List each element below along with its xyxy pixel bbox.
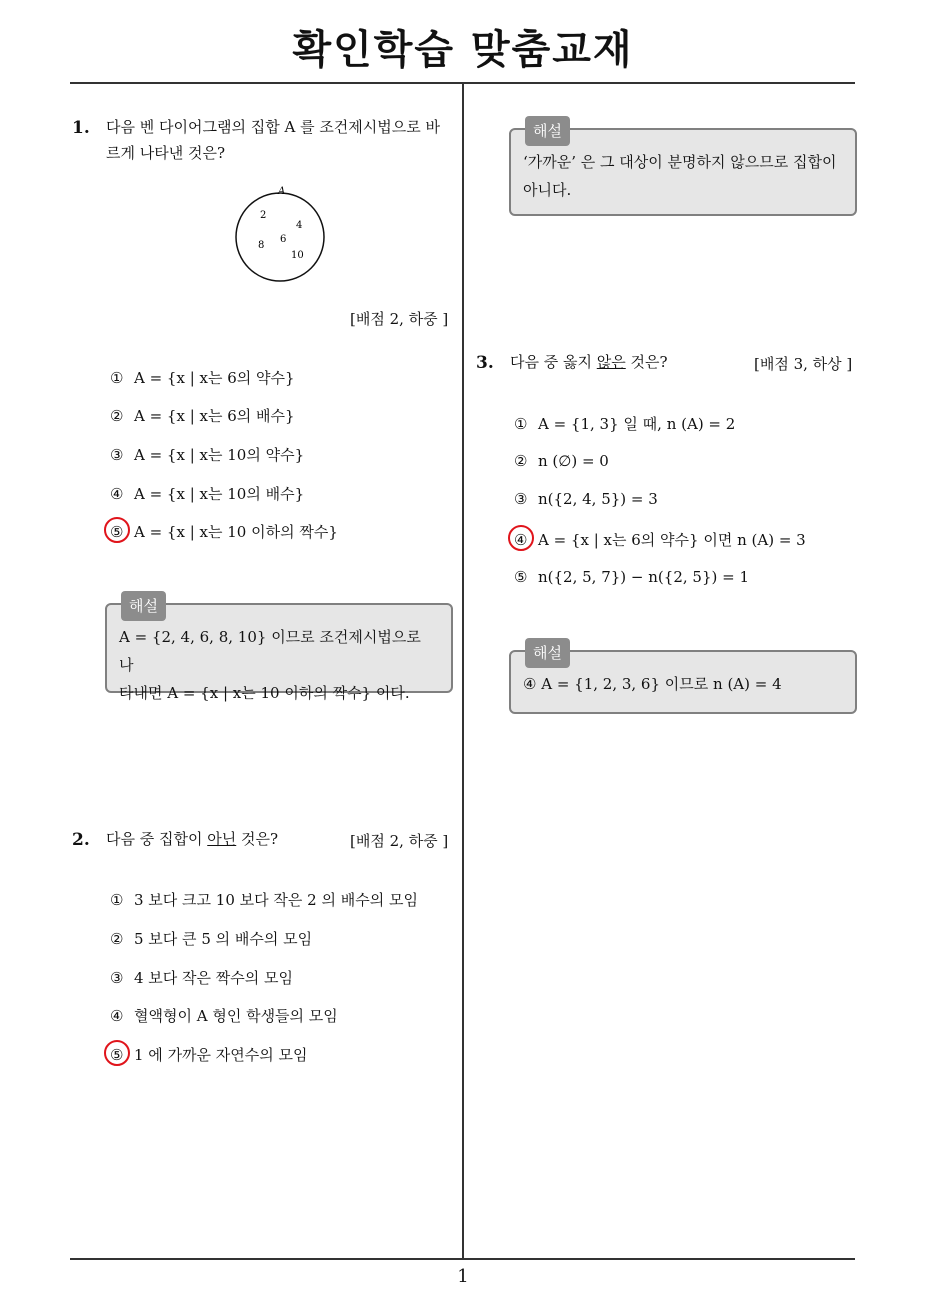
q3-number: 3. (476, 353, 494, 373)
choice-text: n (∅) = 0 (538, 452, 609, 470)
choice-text: A = {x | x는 6의 배수} (134, 407, 295, 425)
q1-number: 1. (72, 118, 90, 138)
q3-text-before: 다음 중 옳지 (510, 353, 597, 371)
choice-text: A = {x | x는 6의 약수} 이면 n (A) = 3 (538, 531, 806, 549)
column-divider (462, 84, 464, 1258)
venn-element: 8 (258, 240, 265, 251)
choice-text: n({2, 4, 5}) = 3 (538, 490, 658, 508)
choice-text: 1 에 가까운 자연수의 모임 (134, 1046, 308, 1064)
q1-choice-5[interactable] (110, 521, 338, 542)
answer-circle-mark (104, 517, 130, 543)
choice-text: A = {x | x는 10의 약수} (134, 446, 305, 464)
q2-text (106, 826, 278, 852)
choice-mark: ⑤ (110, 1046, 124, 1064)
explanation-line2: 아니다. (523, 181, 572, 199)
venn-element: 2 (260, 210, 267, 221)
explanation-label: 해설 (525, 638, 570, 668)
q3-choice-4[interactable] (514, 529, 806, 550)
q3-text (510, 349, 668, 375)
q3-choice-3[interactable] (514, 490, 658, 508)
explanation-line1: A = {2, 4, 6, 8, 10} 이므로 조건제시법으로 나 (119, 628, 421, 674)
choice-mark: ② (110, 930, 124, 948)
q1-choice-2[interactable] (110, 405, 295, 426)
q2-text-underlined: 아닌 (207, 830, 237, 848)
venn-set-label: A (278, 186, 286, 197)
choice-text: A = {x | x는 10의 배수} (134, 485, 305, 503)
q3-choice-1[interactable] (514, 413, 735, 434)
choice-text: n({2, 5, 7}) − n({2, 5}) = 1 (538, 568, 749, 586)
choice-text: A = {x | x는 10 이하의 짝수} (134, 523, 338, 541)
choice-mark: ① (110, 369, 124, 387)
choice-text: 혈액형이 A 형인 학생들의 모임 (134, 1007, 338, 1025)
q1-text-line2: 르게 나타낸 것은? (106, 144, 226, 162)
choice-mark: ④ (110, 1007, 124, 1025)
q2-choice-1[interactable] (110, 889, 418, 910)
venn-element: 10 (291, 250, 304, 261)
q2-text-after: 것은? (236, 830, 279, 848)
q1-choice-4[interactable] (110, 483, 304, 504)
choice-text: 3 보다 크고 10 보다 작은 2 의 배수의 모임 (134, 891, 418, 909)
choice-mark: ⑤ (514, 568, 528, 586)
q1-choice-1[interactable] (110, 367, 295, 388)
choice-text: A = {1, 3} 일 때, n (A) = 2 (538, 415, 736, 433)
q2-explanation-box (509, 122, 857, 216)
q3-text-underlined: 않은 (596, 353, 626, 371)
explanation-line2: 타내면 A = {x | x는 10 이하의 짝수} 이다. (119, 684, 410, 702)
q2-text-before: 다음 중 집합이 (106, 830, 208, 848)
choice-mark: ② (514, 452, 528, 470)
q1-text (106, 114, 456, 166)
venn-element: 6 (280, 234, 287, 245)
q2-score: [배점 2, 하중 ] (350, 832, 449, 850)
q3-score: [배점 3, 하상 ] (754, 355, 853, 373)
q1-choice-3[interactable] (110, 444, 304, 465)
q1-text-line1: 다음 벤 다이어그램의 집합 A 를 조건제시법으로 바 (106, 118, 441, 136)
answer-circle-mark (104, 1040, 130, 1066)
choice-mark: ④ (110, 485, 124, 503)
q1-score: [배점 2, 하중 ] (350, 310, 449, 328)
choice-text: A = {x | x는 6의 약수} (134, 369, 295, 387)
q2-choice-2[interactable] (110, 928, 312, 949)
choice-mark: ② (110, 407, 124, 425)
q3-choice-5[interactable] (514, 568, 749, 586)
choice-mark: ① (110, 891, 124, 909)
choice-mark: ③ (110, 446, 124, 464)
page-title: 확인학습 맞춤교재 (292, 27, 634, 73)
explanation-label: 해설 (525, 116, 570, 146)
venn-diagram (225, 180, 335, 290)
choice-mark: ④ (514, 531, 528, 549)
q2-choice-4[interactable] (110, 1005, 338, 1026)
footer-rule (70, 1258, 855, 1260)
choice-mark: ③ (514, 490, 528, 508)
q3-explanation-box (509, 644, 857, 714)
q1-explanation-box (105, 597, 453, 702)
page-number: 1 (457, 1266, 469, 1287)
explanation-line1: ④ A = {1, 2, 3, 6} 이므로 n (A) = 4 (523, 675, 782, 693)
choice-text: 5 보다 큰 5 의 배수의 모임 (134, 930, 313, 948)
venn-element: 4 (296, 220, 303, 231)
choice-mark: ③ (110, 969, 124, 987)
q2-number: 2. (72, 830, 90, 850)
answer-circle-mark (508, 525, 534, 551)
choice-mark: ⑤ (110, 523, 124, 541)
explanation-line1: ‘가까운’ 은 그 대상이 분명하지 않으므로 집합이 (523, 153, 837, 171)
q2-choice-3[interactable] (110, 967, 293, 988)
choice-mark: ① (514, 415, 528, 433)
q3-choice-2[interactable] (514, 452, 609, 470)
choice-text: 4 보다 작은 짝수의 모임 (134, 969, 294, 987)
q3-text-after: 것은? (625, 353, 668, 371)
q2-choice-5[interactable] (110, 1044, 308, 1065)
explanation-label: 해설 (121, 591, 166, 621)
